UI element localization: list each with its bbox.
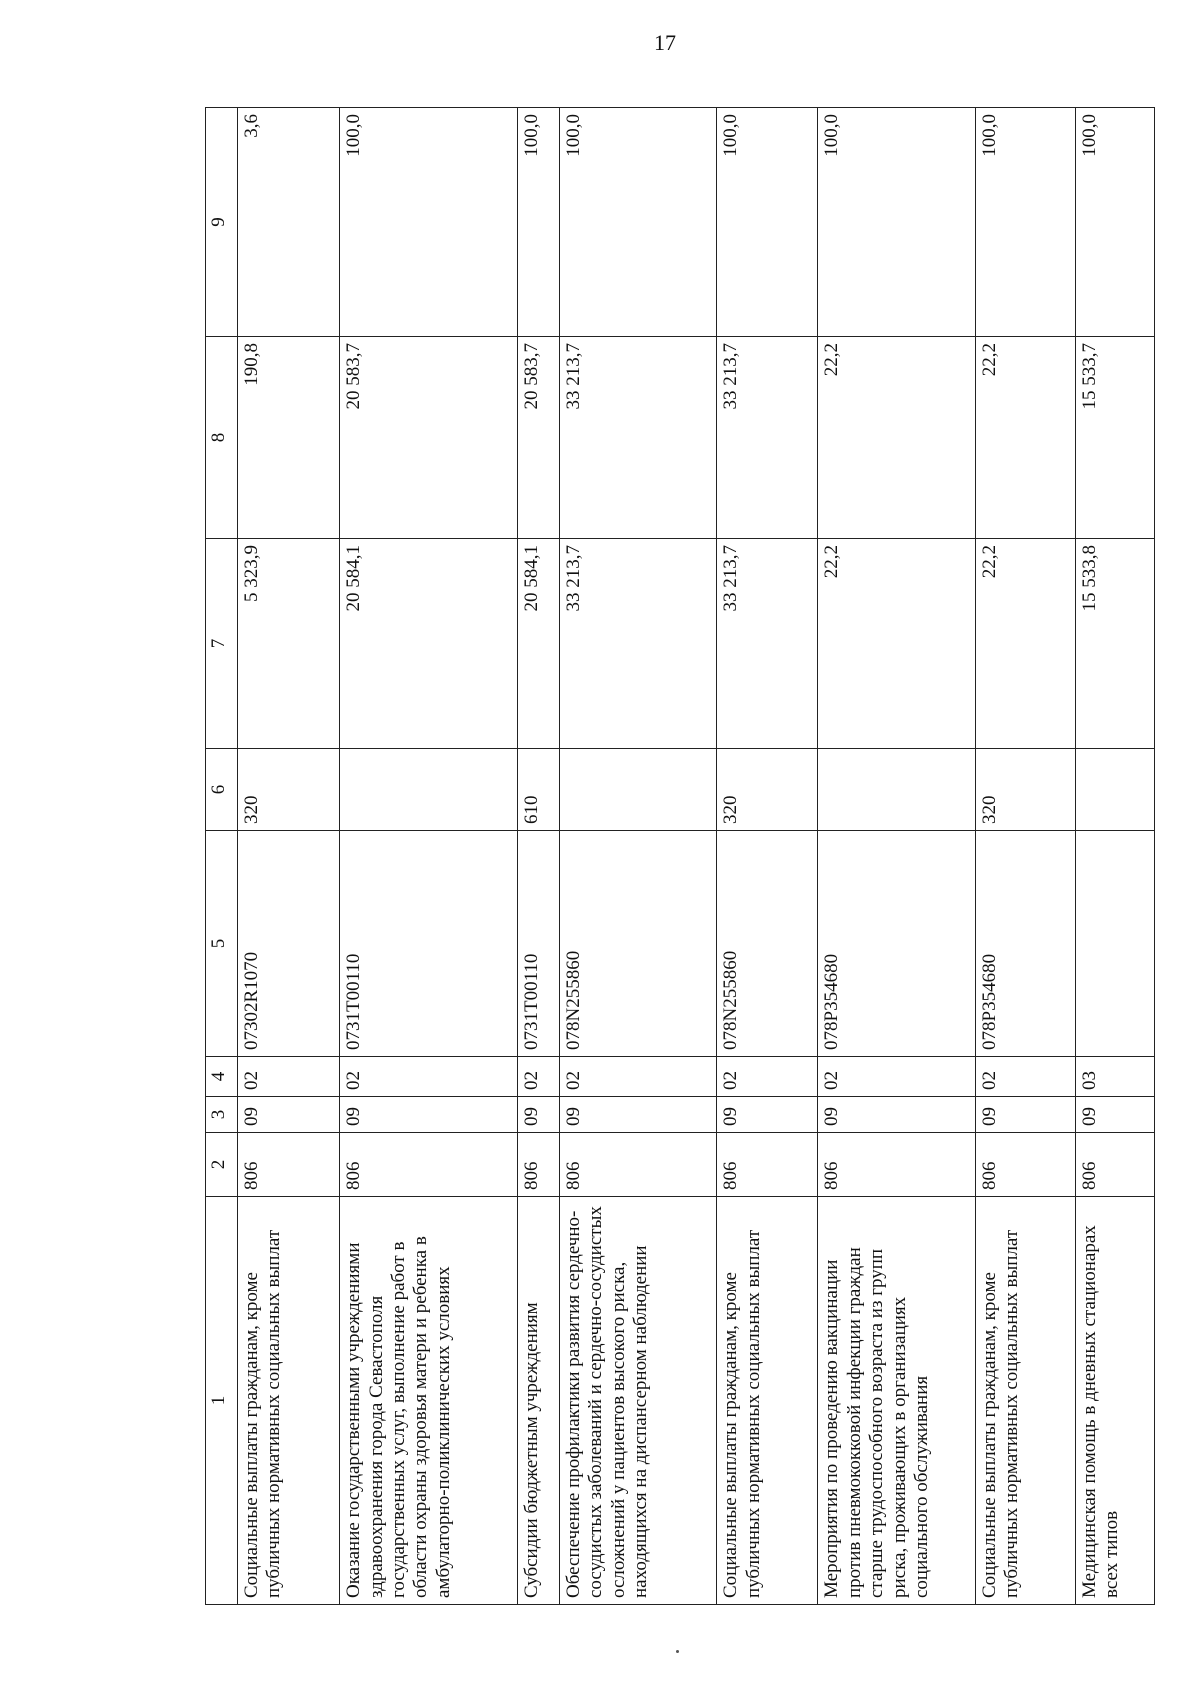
subsection-cell: 03 [1075,1057,1154,1097]
header-cell: 6 [206,749,238,831]
subsection-cell: 02 [717,1057,818,1097]
section-cell: 09 [340,1097,518,1133]
percent-cell: 100,0 [717,108,818,337]
expense-type-cell [818,749,975,831]
target-article-cell: 0731Т00110 [340,831,518,1057]
percent-cell: 100,0 [560,108,717,337]
dept-code-cell: 806 [975,1133,1075,1197]
target-article-cell: 07302R1070 [237,831,339,1057]
scan-speck [676,1650,679,1653]
table-row [818,108,975,1605]
percent-cell: 100,0 [818,108,975,337]
section-cell: 09 [717,1097,818,1133]
dept-code-cell: 806 [237,1133,339,1197]
target-article-cell: 078P354680 [818,831,975,1057]
percent-cell: 100,0 [340,108,518,337]
actual-amount-cell: 33 213,7 [717,337,818,539]
expense-type-cell [560,749,717,831]
percent-cell: 3,6 [237,108,339,337]
item-name-cell: Медицинская помощь в дневных стационарах всех типов [1075,1197,1154,1605]
planned-amount-cell: 33 213,7 [717,539,818,749]
header-cell: 8 [206,337,238,539]
actual-amount-cell: 15 533,7 [1075,337,1154,539]
dept-code-cell: 806 [560,1133,717,1197]
subsection-cell: 02 [237,1057,339,1097]
table-container [205,108,1155,1605]
dept-code-cell: 806 [818,1133,975,1197]
planned-amount-cell: 20 584,1 [340,539,518,749]
expense-type-cell: 320 [717,749,818,831]
target-article-cell: 078N255860 [560,831,717,1057]
header-cell: 4 [206,1057,238,1097]
table-row [340,108,518,1605]
table-row [1075,108,1154,1605]
header-cell: 2 [206,1133,238,1197]
actual-amount-cell: 20 583,7 [518,337,560,539]
budget-table [205,107,1155,1605]
table-row [560,108,717,1605]
expense-type-cell [1075,749,1154,831]
planned-amount-cell: 22,2 [975,539,1075,749]
target-article-cell [1075,831,1154,1057]
item-name-cell: Социальные выплаты гражданам, кроме публичных нормативных социальных выплат [717,1197,818,1605]
item-name-cell: Субсидии бюджетным учреждениям [518,1197,560,1605]
actual-amount-cell: 20 583,7 [340,337,518,539]
expense-type-cell: 320 [975,749,1075,831]
dept-code-cell: 806 [340,1133,518,1197]
header-cell: 5 [206,831,238,1057]
header-row [206,108,238,1605]
header-cell: 1 [206,1197,238,1605]
planned-amount-cell: 20 584,1 [518,539,560,749]
percent-cell: 100,0 [518,108,560,337]
percent-cell: 100,0 [975,108,1075,337]
section-cell: 09 [237,1097,339,1133]
planned-amount-cell: 22,2 [818,539,975,749]
item-name-cell: Оказание государственными учреждениями здравоохранения города Севастополя государственных услуг, выполнение работ в области охраны здоровья матери и ребенка в амбулаторно-поликлинических условиях [340,1197,518,1605]
item-name-cell: Мероприятия по проведению вакцинации против пневмококковой инфекции граждан старше трудоспособного возраста из групп риска, проживающих в организациях социального обслуживания [818,1197,975,1605]
header-cell: 7 [206,539,238,749]
table-row [975,108,1075,1605]
actual-amount-cell: 22,2 [818,337,975,539]
target-article-cell: 0731Т00110 [518,831,560,1057]
table-row [237,108,339,1605]
target-article-cell: 078N255860 [717,831,818,1057]
subsection-cell: 02 [518,1057,560,1097]
expense-type-cell: 320 [237,749,339,831]
actual-amount-cell: 22,2 [975,337,1075,539]
header-cell: 3 [206,1097,238,1133]
section-cell: 09 [560,1097,717,1133]
planned-amount-cell: 15 533,8 [1075,539,1154,749]
percent-cell: 100,0 [1075,108,1154,337]
section-cell: 09 [1075,1097,1154,1133]
dept-code-cell: 806 [1075,1133,1154,1197]
section-cell: 09 [975,1097,1075,1133]
header-cell: 9 [206,108,238,337]
planned-amount-cell: 5 323,9 [237,539,339,749]
table-row [717,108,818,1605]
page-number: 17 [654,30,676,55]
subsection-cell: 02 [560,1057,717,1097]
item-name-cell: Обеспечение профилактики развития сердечно-сосудистых заболеваний и сердечно-сосудистых осложнений у пациентов высокого риска, находящихся на диспансерном наблюдении [560,1197,717,1605]
section-cell: 09 [518,1097,560,1133]
item-name-cell: Социальные выплаты гражданам, кроме публичных нормативных социальных выплат [237,1197,339,1605]
actual-amount-cell: 33 213,7 [560,337,717,539]
target-article-cell: 078P354680 [975,831,1075,1057]
expense-type-cell [340,749,518,831]
actual-amount-cell: 190,8 [237,337,339,539]
rotated-table-frame [205,108,1155,1605]
expense-type-cell: 610 [518,749,560,831]
dept-code-cell: 806 [518,1133,560,1197]
item-name-cell: Социальные выплаты гражданам, кроме публичных нормативных социальных выплат [975,1197,1075,1605]
subsection-cell: 02 [340,1057,518,1097]
table-row [518,108,560,1605]
planned-amount-cell: 33 213,7 [560,539,717,749]
dept-code-cell: 806 [717,1133,818,1197]
subsection-cell: 02 [818,1057,975,1097]
subsection-cell: 02 [975,1057,1075,1097]
section-cell: 09 [818,1097,975,1133]
